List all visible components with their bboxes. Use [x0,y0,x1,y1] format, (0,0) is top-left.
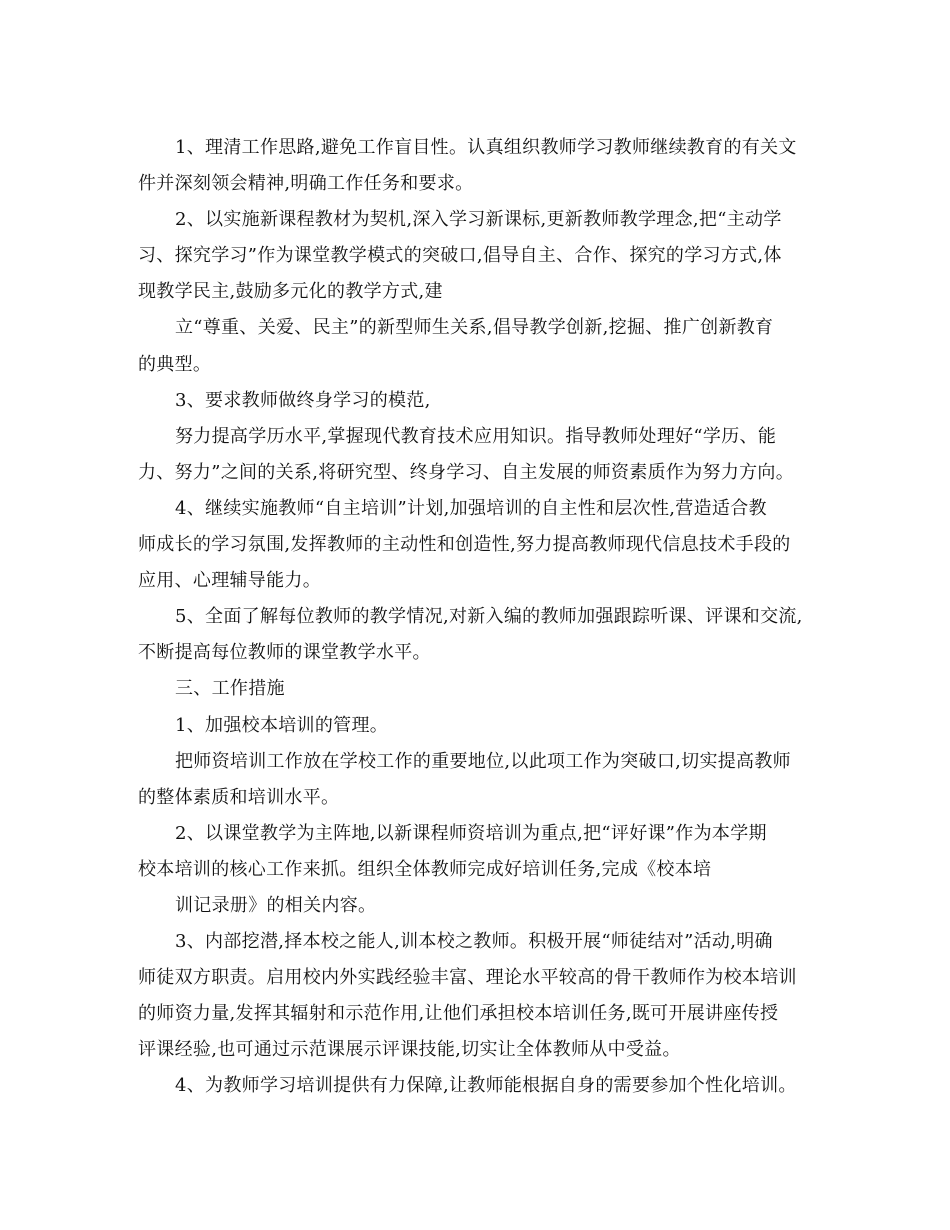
text-line: 现教学民主,鼓励多元化的教学方式,建 [138,281,443,303]
text-line: 三、工作措施 [175,678,285,700]
text-line: 习、探究学习”作为课堂教学模式的突破口,倡导自主、合作、探究的学习方式,体 [138,245,782,267]
text-line: 5、全面了解每位教师的教学情况,对新入编的教师加强跟踪听课、评课和交流, [175,606,803,628]
text-line: 的师资力量,发挥其辐射和示范作用,让他们承担校本培训任务,既可开展讲座传授 [138,1003,779,1025]
text-line: 3、内部挖潜,择本校之能人,训本校之教师。积极开展“师徒结对”活动,明确 [175,931,773,953]
text-line: 立“尊重、关爱、民主”的新型师生关系,倡导教学创新,挖掘、推广创新教育 [175,317,774,339]
text-line: 不断提高每位教师的课堂教学水平。 [138,642,431,664]
text-line: 2、以课堂教学为主阵地,以新课程师资培训为重点,把“评好课”作为本学期 [175,822,767,844]
text-line: 努力提高学历水平,掌握现代教育技术应用知识。指导教师处理好“学历、能 [175,425,777,447]
text-line: 把师资培训工作放在学校工作的重要地位,以此项工作为突破口,切实提高教师 [175,750,791,772]
text-line: 1、理清工作思路,避免工作盲目性。认真组织教师学习教师继续教育的有关文 [175,137,797,158]
text-line: 4、为教师学习培训提供有力保障,让教师能根据自身的需要参加个性化培训。 [175,1075,797,1097]
text-line: 师成长的学习氛围,发挥教师的主动性和创造性,努力提高教师现代信息技术手段的 [138,534,791,556]
text-line: 2、以实施新课程教材为契机,深入学习新课标,更新教师教学理念,把“主动学 [175,209,782,231]
text-line: 3、要求教师做终身学习的模范, [175,389,431,411]
text-line: 的整体素质和培训水平。 [138,786,340,808]
text-line: 的典型。 [138,353,212,375]
text-line: 训记录册》的相关内容。 [175,894,377,916]
text-line: 校本培训的核心工作来抓。组织全体教师完成好培训任务,完成《校本培 [138,858,712,880]
text-line: 师徒双方职责。启用校内外实践经验丰富、理论水平较高的骨干教师作为校本培训 [138,967,797,989]
document-body [138,130,818,1105]
text-line: 评课经验,也可通过示范课展示评课技能,切实让全体教师从中受益。 [138,1039,681,1061]
text-line: 件并深刻领会精神,明确工作任务和要求。 [138,173,474,195]
text-line: 1、加强校本培训的管理。 [175,714,389,736]
text-line: 力、努力”之间的关系,将研究型、终身学习、自主发展的师资素质作为努力方向。 [138,461,795,483]
text-line: 应用、心理辅导能力。 [138,570,321,592]
text-line: 4、继续实施教师“自主培训”计划,加强培训的自主性和层次性,营造适合教 [175,497,767,519]
